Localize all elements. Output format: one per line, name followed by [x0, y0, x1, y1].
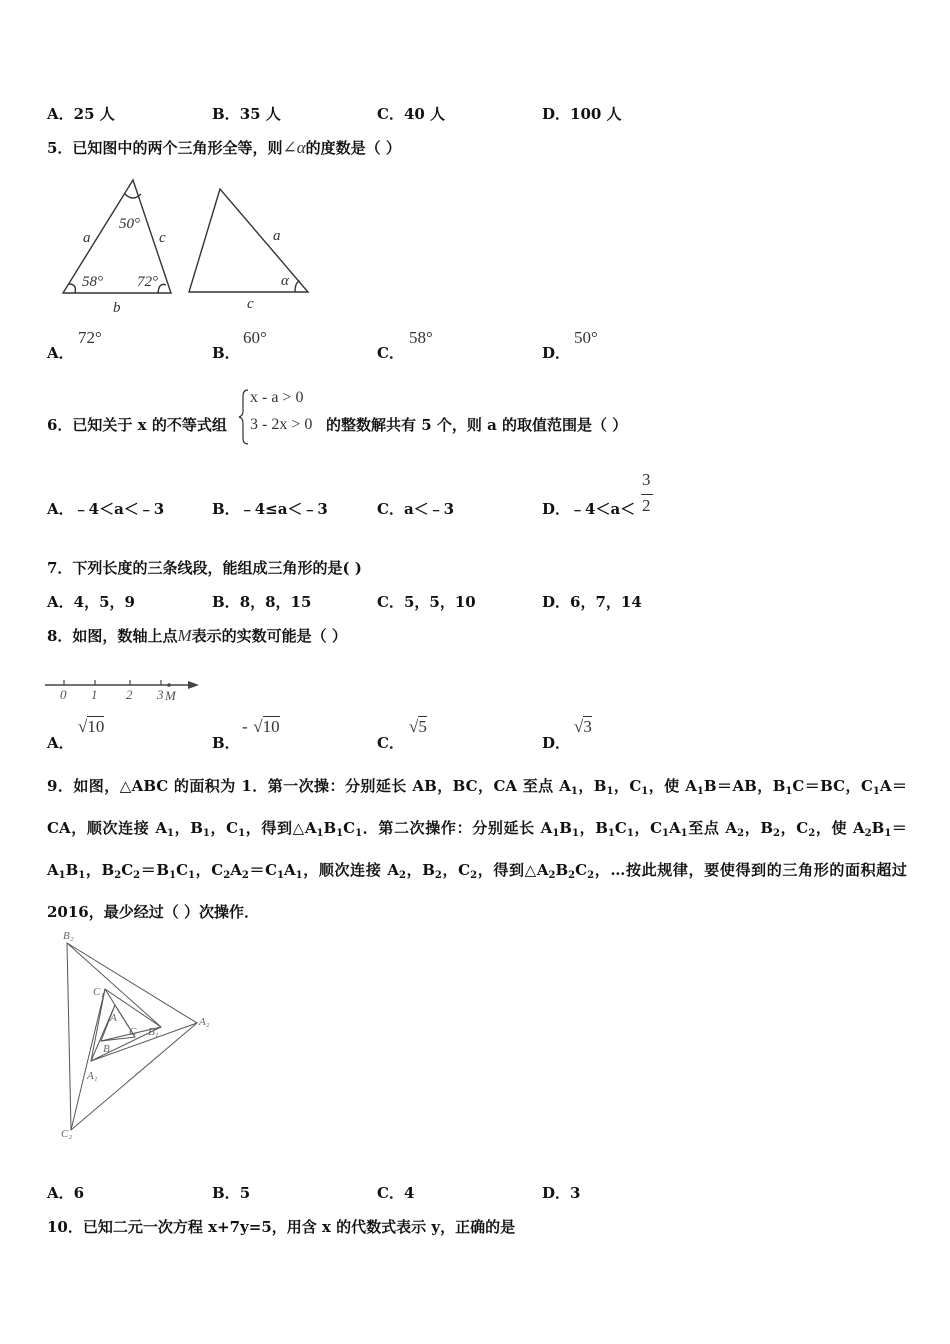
q8-arrow-icon: [188, 681, 199, 689]
q6-option-b: B．﹣4≤a＜﹣3: [212, 500, 328, 518]
q4-option-d: D．100 人: [542, 105, 622, 123]
q9-option-b: B．5: [212, 1184, 251, 1202]
q5-option-a-letter: A．: [47, 344, 74, 362]
q4-option-c: C．40 人: [377, 105, 446, 123]
q5-right-label-c: c: [247, 296, 254, 312]
q9-option-d: D．3: [542, 1184, 581, 1202]
q4-option-b: B．35 人: [212, 105, 281, 123]
q6-stem-post: 的整数解共有 5 个，则 a 的取值范围是（ ）: [326, 416, 628, 434]
q6-stem-pre: 6．已知关于 x 的不等式组: [47, 416, 227, 434]
q5-triangles-figure: [55, 172, 325, 317]
q5-stem: 5．已知图中的两个三角形全等，则∠α的度数是（ ）: [47, 138, 401, 157]
q7-stem: 7．下列长度的三条线段，能组成三角形的是( ): [47, 559, 362, 577]
q5-angle-arc-br: [158, 284, 166, 293]
q5-angle-arc-bl: [69, 284, 75, 293]
q5-option-b-value: 60°: [243, 328, 267, 347]
q5-right-label-a: a: [273, 228, 281, 244]
q5-option-a-value: 72°: [78, 328, 102, 347]
q9-option-c: C．4: [377, 1184, 415, 1202]
q5-option-b-letter: B．: [212, 344, 240, 362]
q5-option-c-value: 58°: [409, 328, 433, 347]
q6-option-d-frac-bar: [641, 494, 653, 495]
q9-label-c: C: [129, 1026, 137, 1038]
q5-option-c-letter: C．: [377, 344, 404, 362]
q9-label-a: A: [110, 1012, 117, 1024]
q5-label-c: c: [159, 230, 166, 246]
q5-label-b: b: [113, 300, 121, 316]
q8-number-line: [42, 675, 207, 703]
q8-option-a-value: √10: [78, 717, 105, 736]
q5-label-72: 72°: [137, 274, 158, 290]
q7-option-d: D．6，7，14: [542, 593, 642, 611]
q6-option-d-frac-num: 3: [642, 470, 651, 489]
q5-label-50: 50°: [119, 216, 140, 232]
q8-point-m: [167, 683, 171, 687]
q10-stem: 10．已知二元一次方程 x+7y=5，用含 x 的代数式表示 y，正确的是: [47, 1218, 516, 1236]
q5-option-d-letter: D．: [542, 344, 571, 362]
q6-brace-icon: [238, 388, 250, 446]
q4-option-a: A．25 人: [47, 105, 115, 123]
q6-option-a: A．﹣4＜a＜﹣3: [47, 500, 165, 518]
q5-option-d-value: 50°: [574, 328, 598, 347]
q8-option-b-value: - √10: [242, 717, 280, 736]
q9-label-a2: A₂: [199, 1016, 210, 1028]
q8-label-m: M: [165, 688, 176, 703]
q6-option-c: C．a＜﹣3: [377, 500, 455, 518]
q9-label-b2: B₂: [63, 930, 74, 942]
q8-option-a-letter: A．: [47, 734, 74, 752]
q7-option-a: A．4，5，9: [47, 593, 135, 611]
q8-tick-1: 1: [91, 687, 98, 702]
q7-option-c: C．5，5，10: [377, 593, 476, 611]
q6-system-line2: 3 - 2x > 0: [250, 416, 313, 433]
q6-option-d: D．﹣4＜a＜: [542, 500, 636, 518]
q5-label-a: a: [83, 230, 91, 246]
q9-triangle-a1b1c1: [91, 989, 161, 1061]
q8-tick-2: 2: [126, 687, 133, 702]
q6-system-line1: x - a > 0: [250, 389, 304, 406]
q9-label-a1: A₁: [87, 1070, 98, 1082]
q5-right-triangle: [189, 189, 308, 292]
q9-option-a: A．6: [47, 1184, 85, 1202]
q8-option-b-letter: B．: [212, 734, 240, 752]
q8-tick-3: 3: [157, 687, 164, 702]
q8-stem: 8．如图，数轴上点M表示的实数可能是（ ）: [47, 626, 347, 645]
q8-tick-0: 0: [60, 687, 67, 702]
q6-option-d-frac-den: 2: [642, 496, 651, 515]
q5-label-58: 58°: [82, 274, 103, 290]
q9-label-c1: C₁: [93, 986, 105, 998]
q8-option-c-letter: C．: [377, 734, 404, 752]
q9-triangles-figure: [55, 925, 225, 1145]
q8-option-c-value: √5: [409, 717, 427, 736]
q9-label-b1: B₁: [148, 1026, 159, 1038]
q8-option-d-letter: D．: [542, 734, 571, 752]
q9-label-b: B: [103, 1043, 110, 1055]
q9-stem: 9．如图，△ABC 的面积为 1．第一次操：分别延长 AB，BC，CA 至点 $A_1$，$B_1$，$C_1$，使 $A_1B=AB$，$B_1C=BC$，$C_1A=CA$，顺次连接 $A_1$，$B_1$，$C_1$，得到$\triangle A_1B_1C_1$．第二次操作：分别延长 $A_1B_1$，$B_1C_1$，$C_1A_1$至点 $A_2$，$B_2$，$C_2$，使 $A_2B_1=A_1B_1$，$B_2C_2=B_1C_1$，$C_2A_2=C_1A_1$，顺次连接 $A_2$，$B_2$，$C_2$，得到$\triangle A_2B_2C_2$，…按此规律，要使得到的三角形的面积超过 2016，最少经过（ ）次操作．: [47, 777, 907, 921]
q5-right-label-alpha: α: [281, 273, 289, 289]
q7-option-b: B．8，8，15: [212, 593, 312, 611]
q9-label-c2: C₂: [61, 1128, 73, 1140]
q8-option-d-value: √3: [574, 717, 592, 736]
